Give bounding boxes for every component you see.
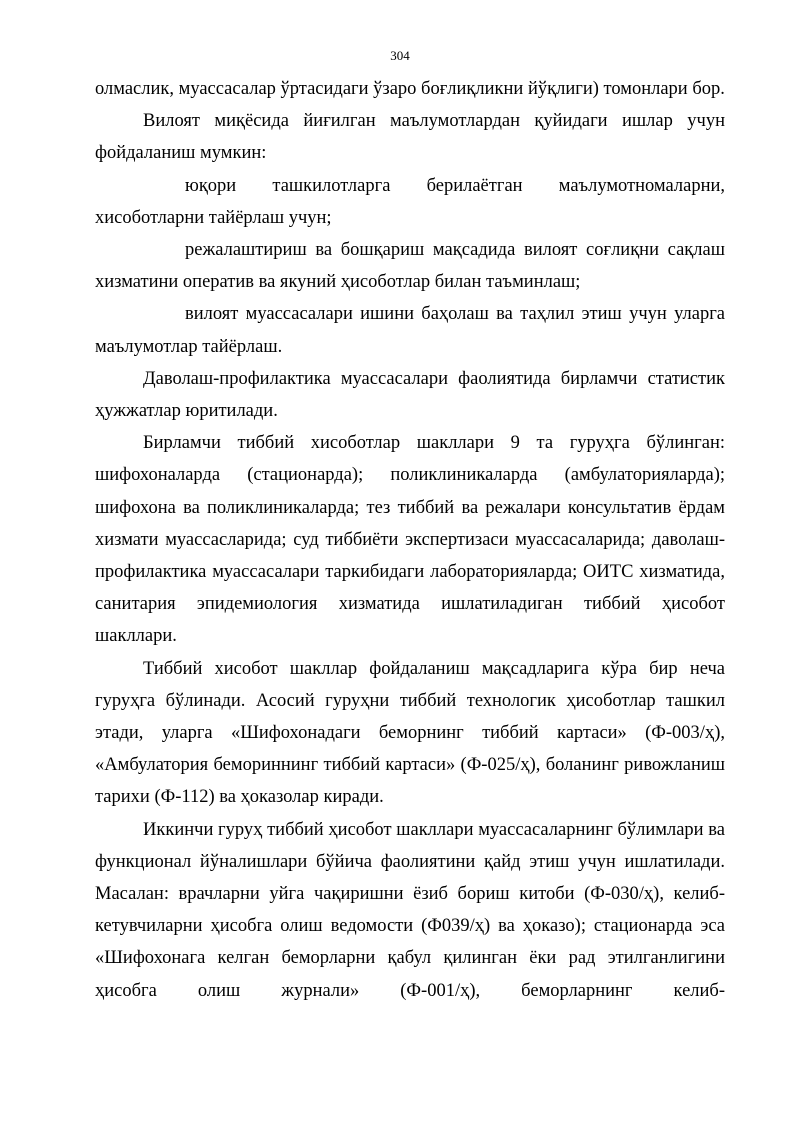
paragraph-3: Даволаш-профилактика муассасалари фаолиятида бирламчи статистик ҳужжатлар юритилади. bbox=[95, 368, 725, 422]
list-item-3: вилоят муассасалари ишини баҳолаш ва таҳлил этиш учун уларга маълумотлар тайёрлаш. bbox=[95, 304, 725, 357]
list-item-2: режалаштириш ва бошқариш мақсадида вилоят соғлиқни сақлаш хизматини оператив ва якуний ҳисоботлар билан таъминлаш; bbox=[95, 240, 725, 293]
paragraph-1: олмаслик, муассасалар ўртасидаги ўзаро боғлиқликни йўқлиги) томонлари бор. bbox=[95, 79, 725, 99]
list-item-1: юқори ташкилотларга берилаётган маълумотномаларни, хисоботларни тайёрлаш учун; bbox=[95, 175, 725, 228]
page-number: 304 bbox=[390, 48, 410, 63]
document-body bbox=[95, 73, 725, 1007]
paragraph-6: Иккинчи гуруҳ тиббий ҳисобот шакллари муассасаларнинг бўлимлари ва функционал йўналишлари бўйича фаолиятини қайд этиш учун ишлатилади. Масалан: врачларни уйга чақиришни ёзиб бориш китоби (Ф-030/ҳ), келиб-кетувчиларни ҳисобга олиш ведомости (Ф039/ҳ) ва ҳоказо); стационарда эса «Шифохонага келган беморларни қабул қилинган ёки рад этилганлигини ҳисобга олиш журнали» (Ф-001/ҳ), беморларнинг келиб- bbox=[95, 819, 725, 1001]
paragraph-5: Тиббий хисобот шакллар фойдаланиш мақсадларига кўра бир неча гуруҳга бўлинади. Асосий гуруҳни тиббий технологик ҳисоботлар ташкил этади, уларга «Шифохонадаги беморнинг тиббий картаси» (Ф-003/ҳ), «Амбулатория бемориннинг тиббий картаси» (Ф-025/ҳ), боланинг ривожланиш тарихи (Ф-112) ва ҳоказолар киради. bbox=[95, 658, 725, 808]
paragraph-2: Вилоят миқёсида йиғилган маълумотлардан қуйидаги ишлар учун фойдаланиш мумкин: bbox=[95, 111, 725, 164]
paragraph-4: Бирламчи тиббий хисоботлар шакллари 9 та гуруҳга бўлинган: шифохоналарда (стационарда); поликлиникаларда (амбулаторияларда); шифохона ва поликлиникаларда; тез тиббий ва режалари консультатив ёрдам хизмати муассасларида; суд тиббиёти экспертизаси муассасаларида; даволаш-профилактика муассасалари таркибидаги лабораторияларда; ОИТС хизматида, санитария эпидемиология хизматида ишлатиладиган тиббий ҳисобот шакллари. bbox=[95, 433, 725, 647]
